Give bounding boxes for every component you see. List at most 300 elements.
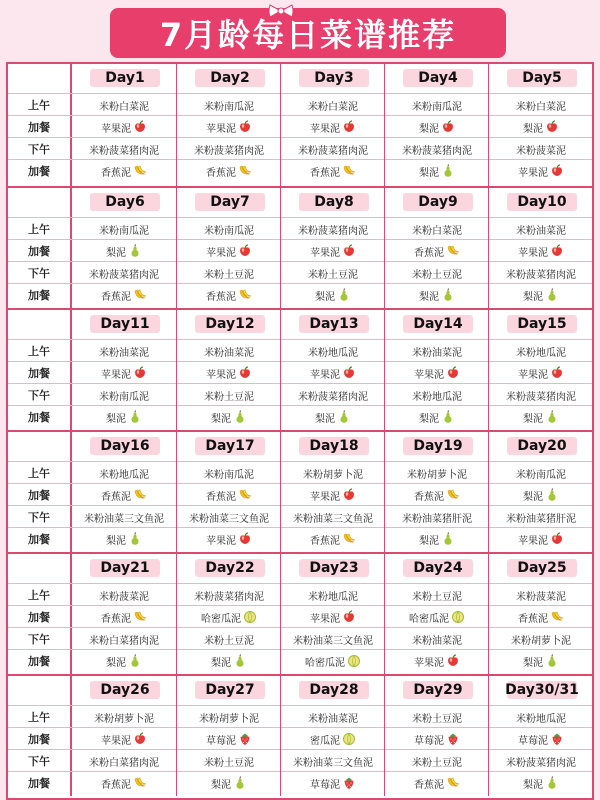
menu-item-text: 米粉南瓜泥 (99, 225, 149, 237)
menu-item-text: 米粉南瓜泥 (204, 225, 254, 237)
day-header: Day17 (195, 437, 265, 455)
menu-item (489, 462, 593, 484)
menu-item-text: 苹果泥 (310, 247, 340, 259)
title-banner (110, 8, 506, 58)
menu-item (177, 750, 281, 772)
menu-item-text: 米粉地瓜泥 (412, 391, 462, 403)
menu-item-text: 香蕉泥 (414, 491, 444, 503)
menu-item-text: 香蕉泥 (101, 779, 131, 791)
menu-item-text: 米粉油菜三文鱼泥 (293, 635, 373, 647)
day-column (384, 554, 489, 674)
menu-item-text: 米粉土豆泥 (204, 635, 254, 647)
menu-item-text: 米粉菠菜猪肉泥 (402, 145, 472, 157)
day-header: Day28 (299, 681, 369, 699)
menu-item-text: 米粉白菜泥 (99, 101, 149, 113)
day-header: Day6 (90, 193, 160, 211)
menu-item-text: 密瓜泥 (310, 735, 340, 747)
pear-icon (128, 654, 142, 668)
menu-item (177, 284, 281, 306)
menu-item (72, 406, 176, 428)
menu-item-text: 梨泥 (419, 535, 439, 547)
menu-item (385, 362, 489, 384)
menu-item-text: 米粉油菜三文鱼泥 (189, 513, 269, 525)
day-header: Day29 (403, 681, 473, 699)
menu-item-text: 米粉土豆泥 (204, 269, 254, 281)
menu-item-text: 梨泥 (315, 413, 335, 425)
menu-item (385, 240, 489, 262)
week-block (8, 186, 592, 308)
pear-icon (233, 654, 247, 668)
page-title: 7月龄每日菜谱推荐 (159, 16, 457, 54)
menu-item-text: 米粉白菜泥 (412, 225, 462, 237)
menu-item (489, 94, 593, 116)
banana-icon (342, 532, 356, 546)
day-column (384, 188, 489, 308)
menu-item-text: 香蕉泥 (101, 491, 131, 503)
menu-item-text: 梨泥 (523, 491, 543, 503)
apple-icon (133, 732, 147, 746)
menu-item (177, 116, 281, 138)
menu-item-text: 草莓泥 (206, 735, 236, 747)
day-header: Day5 (507, 69, 577, 87)
menu-item (489, 584, 593, 606)
menu-item (489, 240, 593, 262)
menu-item-text: 米粉白菜泥 (308, 101, 358, 113)
pear-icon (545, 410, 559, 424)
day-column (72, 554, 176, 674)
menu-item (177, 772, 281, 794)
menu-item (72, 116, 176, 138)
banana-icon (446, 776, 460, 790)
day-column (280, 432, 385, 552)
menu-item-text: 梨泥 (419, 123, 439, 135)
menu-item-text: 香蕉泥 (206, 491, 236, 503)
menu-item (385, 160, 489, 182)
menu-item (489, 138, 593, 160)
strawberry-icon (446, 732, 460, 746)
menu-item (489, 406, 593, 428)
menu-item (177, 728, 281, 750)
menu-item-text: 米粉土豆泥 (412, 757, 462, 769)
menu-item (177, 94, 281, 116)
banana-icon (446, 244, 460, 258)
menu-item (281, 750, 385, 772)
meal-time-label: 加餐 (28, 165, 50, 178)
menu-item (385, 462, 489, 484)
menu-item (489, 484, 593, 506)
menu-item (281, 706, 385, 728)
day-header: Day23 (299, 559, 369, 577)
banana-icon (550, 610, 564, 624)
day-column (384, 310, 489, 430)
day-column (176, 188, 281, 308)
menu-item (281, 406, 385, 428)
menu-item-text: 梨泥 (211, 779, 231, 791)
menu-item-text: 米粉油菜猪肝泥 (506, 513, 576, 525)
menu-item (489, 262, 593, 284)
menu-item-text: 梨泥 (211, 657, 231, 669)
apple-icon (133, 120, 147, 134)
menu-item (72, 138, 176, 160)
day-column (384, 64, 489, 186)
banana-icon (342, 164, 356, 178)
day-header: Day13 (299, 315, 369, 333)
menu-item (385, 750, 489, 772)
menu-item (281, 484, 385, 506)
pear-icon (233, 776, 247, 790)
menu-table (6, 62, 594, 800)
menu-item-text: 米粉菠菜泥 (99, 591, 149, 603)
menu-item-text: 米粉白菜猪肉泥 (89, 635, 159, 647)
menu-item-text: 苹果泥 (518, 535, 548, 547)
meal-time-label: 上午 (28, 99, 50, 112)
day-column (72, 310, 176, 430)
menu-item (281, 340, 385, 362)
menu-item (489, 728, 593, 750)
menu-item-text: 苹果泥 (310, 491, 340, 503)
menu-item-text: 米粉土豆泥 (204, 391, 254, 403)
menu-item (177, 406, 281, 428)
banana-icon (238, 164, 252, 178)
day-header: Day10 (507, 193, 577, 211)
pear-icon (545, 488, 559, 502)
meal-time-label: 加餐 (28, 611, 50, 624)
menu-item (72, 650, 176, 672)
meal-time-label: 下午 (28, 389, 50, 402)
menu-item (385, 218, 489, 240)
menu-item (177, 628, 281, 650)
apple-icon (238, 532, 252, 546)
menu-item-text: 苹果泥 (206, 123, 236, 135)
day-column (72, 188, 176, 308)
menu-item (385, 506, 489, 528)
day-column (176, 432, 281, 552)
meal-time-label: 下午 (28, 143, 50, 156)
banana-icon (133, 164, 147, 178)
meal-time-label: 下午 (28, 511, 50, 524)
menu-item (385, 262, 489, 284)
menu-item-text: 草莓泥 (414, 735, 444, 747)
day-column (384, 676, 489, 796)
menu-item (489, 628, 593, 650)
banana-icon (133, 288, 147, 302)
menu-item (72, 160, 176, 182)
apple-icon (238, 244, 252, 258)
banana-icon (238, 488, 252, 502)
menu-item-text: 香蕉泥 (101, 291, 131, 303)
banana-icon (446, 488, 460, 502)
day-header: Day8 (299, 193, 369, 211)
banana-icon (133, 610, 147, 624)
menu-item-text: 米粉胡萝卜泥 (407, 469, 467, 481)
day-column (176, 676, 281, 796)
menu-item-text: 哈密瓜泥 (201, 613, 241, 625)
meal-time-label: 上午 (28, 589, 50, 602)
menu-item-text: 梨泥 (211, 413, 231, 425)
pear-icon (545, 654, 559, 668)
day-header: Day7 (195, 193, 265, 211)
menu-item (281, 506, 385, 528)
menu-item (281, 116, 385, 138)
day-column (488, 188, 593, 308)
menu-item-text: 米粉油菜泥 (516, 225, 566, 237)
menu-item-text: 苹果泥 (101, 735, 131, 747)
meal-time-label: 下午 (28, 755, 50, 768)
strawberry-icon (342, 776, 356, 790)
day-header: Day18 (299, 437, 369, 455)
day-header: Day9 (403, 193, 473, 211)
menu-item (72, 584, 176, 606)
menu-item (72, 728, 176, 750)
menu-item-text: 米粉菠菜猪肉泥 (89, 145, 159, 157)
menu-item-text: 米粉白菜泥 (516, 101, 566, 113)
menu-item (177, 484, 281, 506)
menu-item-text: 米粉菠菜泥 (516, 591, 566, 603)
apple-icon (545, 120, 559, 134)
day-column (488, 64, 593, 186)
meal-time-label: 上午 (28, 467, 50, 480)
menu-item-text: 米粉油菜三文鱼泥 (84, 513, 164, 525)
day-column (280, 64, 385, 186)
day-column (384, 432, 489, 552)
menu-item (385, 138, 489, 160)
menu-item (72, 628, 176, 650)
menu-item (489, 116, 593, 138)
menu-item-text: 米粉土豆泥 (412, 269, 462, 281)
day-header: Day16 (90, 437, 160, 455)
menu-item (385, 650, 489, 672)
menu-item (385, 406, 489, 428)
apple-icon (133, 366, 147, 380)
pear-icon (545, 288, 559, 302)
menu-item (281, 138, 385, 160)
menu-item-text: 米粉油菜泥 (99, 347, 149, 359)
day-column (72, 64, 176, 186)
menu-item-text: 草莓泥 (518, 735, 548, 747)
menu-item (385, 384, 489, 406)
menu-item-text: 梨泥 (419, 167, 439, 179)
apple-icon (342, 610, 356, 624)
menu-item (72, 606, 176, 628)
menu-item-text: 米粉地瓜泥 (516, 713, 566, 725)
menu-item (72, 284, 176, 306)
meal-time-label: 加餐 (28, 777, 50, 790)
banana-icon (133, 776, 147, 790)
menu-item (72, 750, 176, 772)
day-header: Day21 (90, 559, 160, 577)
menu-item-text: 米粉油菜猪肝泥 (402, 513, 472, 525)
menu-item-text: 梨泥 (106, 247, 126, 259)
week-block (8, 430, 592, 552)
menu-item-text: 苹果泥 (414, 369, 444, 381)
menu-item-text: 米粉地瓜泥 (99, 469, 149, 481)
menu-item-text: 梨泥 (523, 123, 543, 135)
menu-item-text: 米粉油菜三文鱼泥 (293, 757, 373, 769)
week-block (8, 674, 592, 796)
melon-icon (243, 610, 257, 624)
day-header: Day15 (507, 315, 577, 333)
menu-item-text: 米粉胡萝卜泥 (511, 635, 571, 647)
menu-item-text: 哈密瓜泥 (409, 613, 449, 625)
menu-item-text: 香蕉泥 (518, 613, 548, 625)
pear-icon (337, 410, 351, 424)
day-header: Day11 (90, 315, 160, 333)
menu-item-text: 苹果泥 (310, 369, 340, 381)
day-header: Day2 (195, 69, 265, 87)
day-column (176, 64, 281, 186)
menu-item (72, 384, 176, 406)
menu-item-text: 米粉南瓜泥 (99, 391, 149, 403)
menu-item-text: 米粉菠菜猪肉泥 (506, 269, 576, 281)
pear-icon (441, 288, 455, 302)
meal-time-label: 上午 (28, 223, 50, 236)
menu-item-text: 米粉南瓜泥 (516, 469, 566, 481)
menu-item (177, 584, 281, 606)
menu-item (281, 628, 385, 650)
day-header: Day27 (195, 681, 265, 699)
menu-item (281, 160, 385, 182)
menu-item-text: 草莓泥 (310, 779, 340, 791)
day-header: Day3 (299, 69, 369, 87)
menu-item-text: 米粉菠菜猪肉泥 (506, 757, 576, 769)
menu-item-text: 米粉菠菜猪肉泥 (298, 391, 368, 403)
pear-icon (128, 244, 142, 258)
menu-item (177, 528, 281, 550)
pear-icon (233, 410, 247, 424)
menu-item-text: 米粉土豆泥 (412, 591, 462, 603)
menu-item (177, 218, 281, 240)
day-header: Day26 (90, 681, 160, 699)
bow-icon (268, 4, 294, 18)
strawberry-icon (238, 732, 252, 746)
menu-item (177, 506, 281, 528)
menu-item (177, 706, 281, 728)
menu-item (385, 340, 489, 362)
menu-item-text: 米粉土豆泥 (308, 269, 358, 281)
banana-icon (238, 288, 252, 302)
menu-item (489, 218, 593, 240)
menu-item-text: 米粉地瓜泥 (308, 347, 358, 359)
menu-item (177, 340, 281, 362)
menu-item-text: 梨泥 (523, 657, 543, 669)
meal-time-label: 上午 (28, 345, 50, 358)
apple-icon (342, 244, 356, 258)
day-column (488, 554, 593, 674)
meal-time-label: 加餐 (28, 655, 50, 668)
menu-item-text: 米粉胡萝卜泥 (303, 469, 363, 481)
day-header: Day1 (90, 69, 160, 87)
menu-item (281, 606, 385, 628)
pear-icon (441, 532, 455, 546)
meal-time-label: 下午 (28, 633, 50, 646)
meal-time-label: 加餐 (28, 121, 50, 134)
menu-item (489, 772, 593, 794)
day-header: Day12 (195, 315, 265, 333)
menu-item (281, 284, 385, 306)
meal-time-label: 加餐 (28, 289, 50, 302)
menu-item (385, 94, 489, 116)
week-block (8, 64, 592, 186)
meal-time-label: 下午 (28, 267, 50, 280)
pear-icon (441, 410, 455, 424)
menu-item (489, 528, 593, 550)
menu-item-text: 梨泥 (315, 291, 335, 303)
menu-item (385, 628, 489, 650)
menu-item-text: 米粉白菜猪肉泥 (89, 757, 159, 769)
menu-item (177, 160, 281, 182)
meal-time-label: 加餐 (28, 489, 50, 502)
day-header: Day14 (403, 315, 473, 333)
menu-item (281, 584, 385, 606)
menu-item-text: 香蕉泥 (206, 291, 236, 303)
pear-icon (128, 532, 142, 546)
menu-item (177, 384, 281, 406)
menu-item-text: 哈密瓜泥 (305, 657, 345, 669)
menu-item-text: 米粉菠菜猪肉泥 (298, 225, 368, 237)
menu-item (177, 362, 281, 384)
menu-item-text: 米粉油菜泥 (412, 347, 462, 359)
menu-item-text: 米粉土豆泥 (204, 757, 254, 769)
menu-item (489, 750, 593, 772)
menu-item (489, 706, 593, 728)
menu-item-text: 米粉土豆泥 (412, 713, 462, 725)
menu-item-text: 米粉菠菜猪肉泥 (298, 145, 368, 157)
menu-item-text: 梨泥 (523, 291, 543, 303)
menu-item-text: 米粉菠菜猪肉泥 (194, 591, 264, 603)
menu-item (385, 728, 489, 750)
menu-item (72, 262, 176, 284)
day-header: Day4 (403, 69, 473, 87)
menu-item-text: 香蕉泥 (101, 167, 131, 179)
menu-item-text: 苹果泥 (101, 369, 131, 381)
menu-item-text: 香蕉泥 (414, 779, 444, 791)
menu-item-text: 米粉油菜三文鱼泥 (293, 513, 373, 525)
menu-item (385, 284, 489, 306)
meal-time-label: 上午 (28, 711, 50, 724)
apple-icon (446, 366, 460, 380)
melon-icon (347, 654, 361, 668)
menu-item-text: 香蕉泥 (206, 167, 236, 179)
menu-item (385, 528, 489, 550)
meal-time-label: 加餐 (28, 245, 50, 258)
apple-icon (550, 164, 564, 178)
menu-item (281, 772, 385, 794)
menu-item-text: 梨泥 (106, 657, 126, 669)
menu-item-text: 苹果泥 (310, 613, 340, 625)
menu-item (177, 240, 281, 262)
meal-time-label: 加餐 (28, 733, 50, 746)
menu-item (72, 240, 176, 262)
menu-item (281, 384, 385, 406)
menu-item (177, 606, 281, 628)
apple-icon (550, 532, 564, 546)
menu-item-text: 苹果泥 (101, 123, 131, 135)
day-column (280, 310, 385, 430)
meal-time-label: 加餐 (28, 533, 50, 546)
menu-item (489, 506, 593, 528)
menu-item (72, 506, 176, 528)
apple-icon (441, 120, 455, 134)
menu-item (385, 584, 489, 606)
day-header: Day19 (403, 437, 473, 455)
menu-item-text: 苹果泥 (518, 247, 548, 259)
pear-icon (441, 164, 455, 178)
menu-item (177, 138, 281, 160)
menu-item (281, 94, 385, 116)
menu-item-text: 米粉胡萝卜泥 (94, 713, 154, 725)
menu-item (281, 462, 385, 484)
menu-item-text: 梨泥 (419, 291, 439, 303)
